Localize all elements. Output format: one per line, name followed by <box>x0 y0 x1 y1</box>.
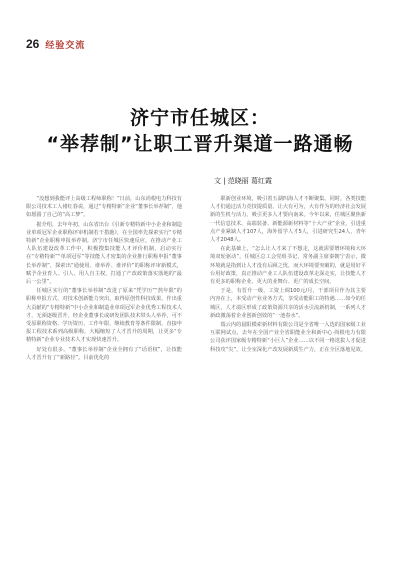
paragraph: 据介绍，去年年初，山东省出台《引新专精特新中小企业和制造业单项冠军企业职称评审机制若干措施》，在全国率先探索实行“专精特新”企业职称申报举荐制。济宁市任城区快速反应，在推动产业工人队伍建设改革工作中，积极搜集技能人才评价机制，启动实行在“专精特新”“单项冠军”等技能人才密集的企业推行职称申报“董事长举荐制”，探索出“通使用、谁举荐、谁评价”的职称评审新模式，赋予企业育人、引人、用人自主权，打通了产改政策落实落地的“最后一公里”。 <box>26 221 182 286</box>
page-number: 26 <box>26 37 40 51</box>
right-column <box>210 195 366 355</box>
paragraph: 在此基础上，“怎么让人才来了不想走，这就需要增环境和大环境双轮驱动”。任城区总工会党组书记、常务副主席秦朝宁表示，微环境就是指到让人才没有后顾之忧，而大环境要突破的，就是用好平台用好政策，真正推动产业工人队伍建设改革走深走实，让技能人才有更多的职称企业、更大的业舞台、更广的成长空间。 <box>210 246 366 286</box>
title-line-2: “举荐制”让职工晋升渠道一路通畅 <box>46 133 354 155</box>
paragraph: “没想到我能评上高级工程师职称！”日前，山东尚根电力科技有限公司技术工人褚红春说，通过“专精特新”企业“董事长举荐制”，他如愿圆了自己的“高工梦”。 <box>26 196 183 219</box>
byline: 文 | 范晓丽 葛红霞 <box>214 177 273 185</box>
left-column <box>26 195 182 363</box>
section-label: 经验交流 <box>45 41 86 51</box>
page-header <box>26 37 85 51</box>
article-title <box>0 105 400 157</box>
paragraph: 瑞云内的晨阳模索新材料有限公司是全省唯一入选的国家级工业互联网试点，去年在全国产业全省职能业全和新中心·尚根电力有限公司获评国家级专精特新“小巨人”企业……以不同一格选拔人才促进科技攻“尖”，让全室深化产改发展新质生产力，正在全区落地见效。 <box>210 322 366 353</box>
paragraph: 职新创业环境，吸引着五湖四海人才不断聚集。同时，各类技能人才们通过活力竞技提质量、让大有可为，大有作为的经济社会发展新的生机与活力，吸引更多人才要向南来。今年以来，任城区聚焦新一代信息技术、高端装备、新能源新材料等“十大产业”企业，引进重点产业紧缺人才107人，海外留学人才5人，引进研究生24人，青年人才2048人。 <box>210 196 366 244</box>
title-line-1: 济宁市任城区： <box>129 107 270 129</box>
paragraph: 任城区实行的“董事长举荐制”改进了原来“凭学历”“熬年限”的职称申报方式，对技术创新能力突出，取得原创性科技成果，作出重大贡献的“专精特新”中小企业和制造业单项冠军企业优秀工程技术人才，无须逐级晋升，经企业董事长或研发团队技术带头人举荐，可不受原职称资格、学历资历、工作年限、继续教育等条件限制，直接申报工程技术系列高级职称，大幅缩短了人才晋升的周期，让更多“专精特新”企业专业技术人才实现快速晋升。 <box>26 288 182 344</box>
paragraph: 好处有很多。“董事长举荐制”企业全拥有了“话语权”，让技能人才晋升有了“新路径”。目前优化的 <box>26 346 182 361</box>
paragraph: 于是，有晋升一级、工资上调100元/月，干部项目作为其主要内容在上，本受动产业业务方式，享受动能职工的特遇……如今的任城区，人才溢区形成了政策资源共享的活水引流新机制，一系列人才新政激荡着企业创新创效的“一池春水”。 <box>210 288 366 319</box>
